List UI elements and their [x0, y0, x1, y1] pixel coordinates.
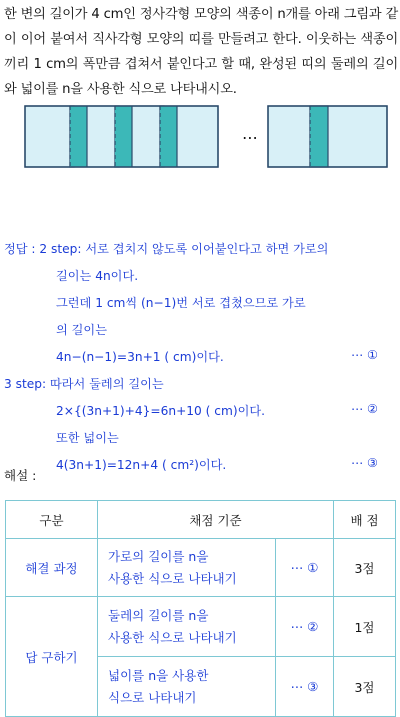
figure-ellipsis: ⋯	[242, 128, 258, 147]
grading-rubric-table	[5, 500, 396, 717]
criterion-3-mark: ⋯ ③	[276, 657, 334, 717]
criterion-3	[98, 657, 276, 717]
answer-mark-2: ⋯ ②	[351, 402, 378, 416]
header-points: 배 점	[334, 501, 396, 539]
header-criteria: 채점 기준	[98, 501, 334, 539]
header-category: 구분	[6, 501, 98, 539]
answer-line-8: 또한 넓이는	[56, 431, 119, 445]
answer-mark-1: ⋯ ①	[351, 348, 378, 362]
rubric-row-2	[6, 597, 396, 657]
group-finding-answer: 답 구하기	[6, 597, 98, 717]
criterion-3-line2: 식으로 나타내기	[108, 689, 197, 705]
criterion-2-line1: 둘레의 길이를 n을	[108, 607, 209, 623]
answer-line-4: 의 길이는	[56, 323, 107, 337]
answer-line-5: 4n−(n−1)=3n+1 ( cm)이다.	[56, 350, 224, 364]
answer-line-7: 2×{(3n+1)+4}=6n+10 ( cm)이다.	[56, 404, 266, 418]
solution-label: 해설 :	[4, 468, 37, 483]
rubric-header-row	[6, 501, 396, 539]
rubric-row-1	[6, 539, 396, 597]
answer-line-1: 정답 : 2 step: 서로 겹치지 않도록 이어붙인다고 하면 가로의	[4, 242, 329, 256]
criterion-1-mark: ⋯ ①	[276, 539, 334, 597]
answer-line-3: 그런데 1 cm씩 (n−1)번 서로 겹쳤으므로 가로	[56, 296, 306, 310]
paper-strip-figure	[24, 105, 388, 168]
overlap-3	[160, 106, 177, 167]
criterion-3-points: 3점	[334, 657, 396, 717]
overlap-1	[70, 106, 87, 167]
answer-mark-3: ⋯ ③	[351, 456, 378, 470]
answer-line-2: 길이는 4n이다.	[56, 269, 139, 283]
criterion-2-line2: 사용한 식으로 나타내기	[108, 629, 237, 645]
overlap-n	[310, 106, 328, 167]
criterion-1-line1: 가로의 길이를 n을	[108, 548, 209, 564]
criterion-3-line1: 넓이를 n을 사용한	[108, 667, 209, 683]
criterion-2-mark: ⋯ ②	[276, 597, 334, 657]
criterion-1-line2: 사용한 식으로 나타내기	[108, 570, 237, 586]
criterion-1	[98, 539, 276, 597]
answer-line-6: 3 step: 따라서 둘레의 길이는	[4, 377, 164, 391]
problem-text: 한 변의 길이가 4 cm인 정사각형 모양의 색종이 n개를 아래 그림과 같이 이어 붙여서 직사각형 모양의 띠를 만들려고 한다. 이웃하는 색종이끼리 1 cm의 폭만큼 겹쳐서 붙인다고 할 때, 완성된 띠의 둘레의 길이와 넓이를 n을 사용한 식으로 나타내시오.	[4, 7, 398, 97]
criterion-2-points: 1점	[334, 597, 396, 657]
criterion-2	[98, 597, 276, 657]
group-solving-process: 해결 과정	[6, 539, 98, 597]
answer-line-9: 4(3n+1)=12n+4 ( cm²)이다.	[56, 458, 227, 472]
overlap-2	[115, 106, 132, 167]
criterion-1-points: 3점	[334, 539, 396, 597]
square-1	[25, 106, 74, 167]
